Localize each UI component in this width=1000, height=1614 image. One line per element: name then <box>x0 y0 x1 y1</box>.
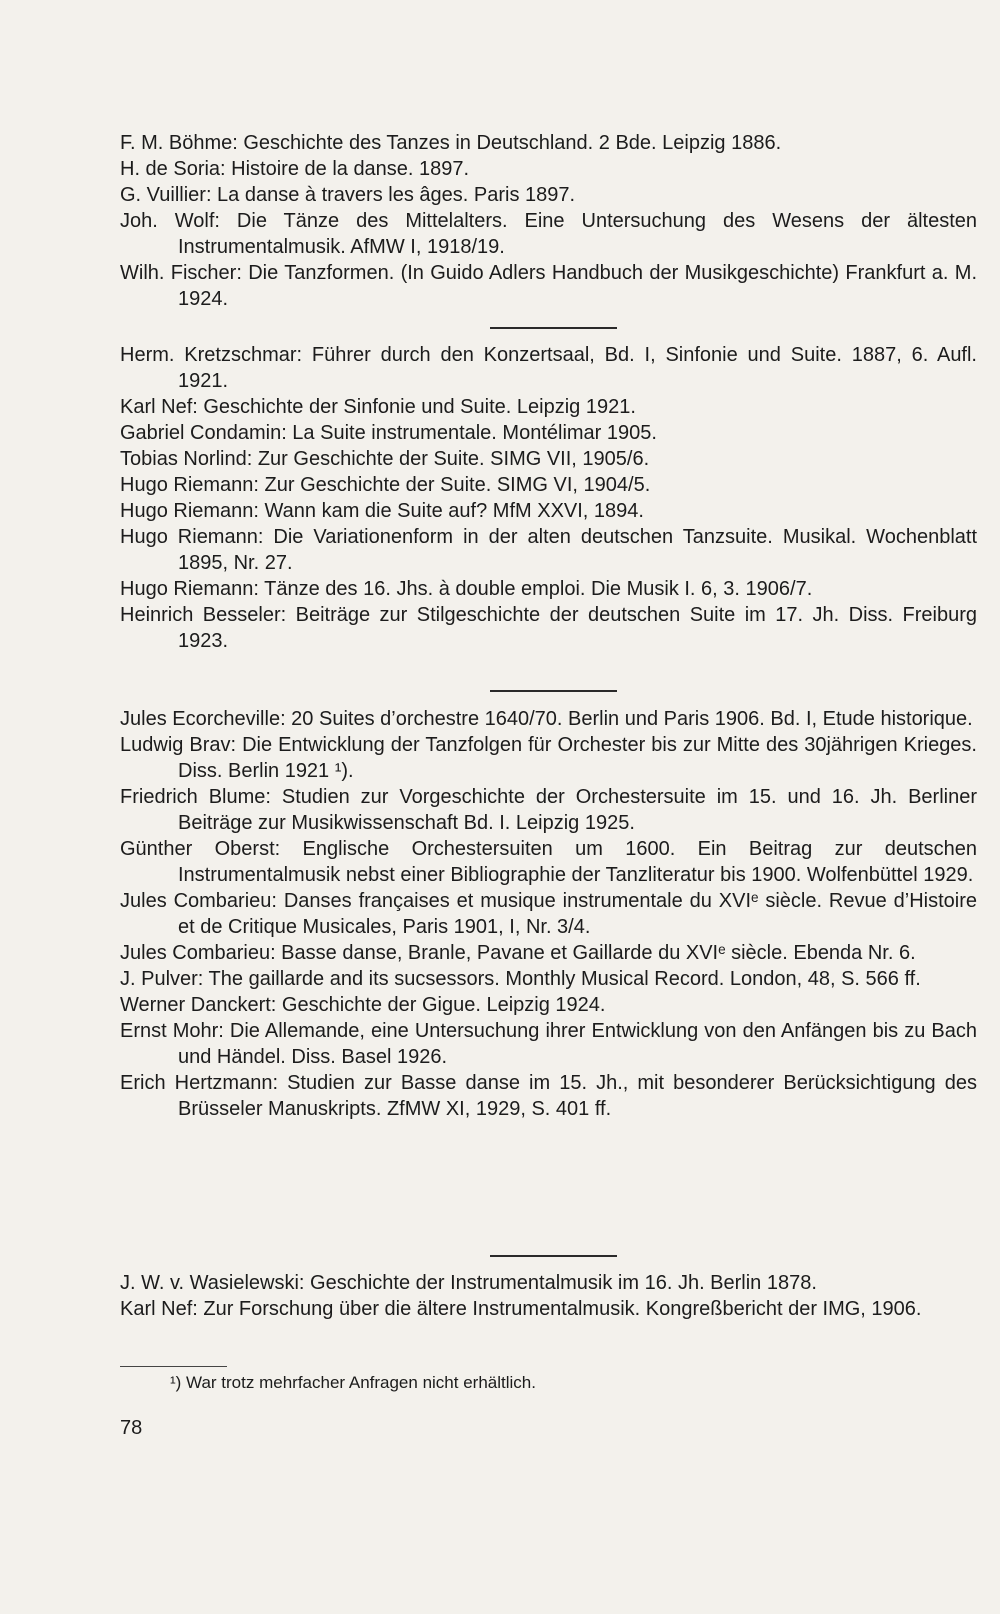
bibliography-entry: Jules Combarieu: Danses françaises et musique instrumentale du XVIᵉ siècle. Revue d’Histoire et de Critique Musicales, Paris 1901, I, Nr. 3/4. <box>120 890 977 938</box>
bibliography-section-suite <box>120 342 977 654</box>
bibliography-entry: Hugo Riemann: Wann kam die Suite auf? MfM XXVI, 1894. <box>120 500 644 522</box>
footnote: ¹) War trotz mehrfacher Anfragen nicht erhältlich. <box>170 1373 536 1392</box>
bibliography-entry: J. W. v. Wasielewski: Geschichte der Instrumentalmusik im 16. Jh. Berlin 1878. <box>120 1272 817 1294</box>
bibliography-entry: Ludwig Brav: Die Entwicklung der Tanzfolgen für Orchester bis zur Mitte des 30jährigen Krieges. Diss. Berlin 1921 ¹). <box>120 734 977 782</box>
bibliography-section-dance-history <box>120 130 977 312</box>
bibliography-entry: H. de Soria: Histoire de la danse. 1897. <box>120 158 470 180</box>
bibliography-entry: Karl Nef: Zur Forschung über die ältere Instrumentalmusik. Kongreßbericht der IMG, 1906. <box>120 1298 922 1320</box>
section-separator <box>490 690 617 692</box>
footnote-rule <box>120 1366 227 1367</box>
bibliography-entry: Wilh. Fischer: Die Tanzformen. (In Guido Adlers Handbuch der Musikgeschichte) Frankfurt a. M. 1924. <box>120 262 977 310</box>
bibliography-entry: F. M. Böhme: Geschichte des Tanzes in Deutschland. 2 Bde. Leipzig 1886. <box>120 132 782 154</box>
bibliography-section-instrumental-music <box>120 1270 977 1322</box>
bibliography-entry: Joh. Wolf: Die Tänze des Mittelalters. Eine Untersuchung des Wesens der ältesten Instrumentalmusik. AfMW I, 1918/19. <box>120 210 977 258</box>
bibliography-section-orchestral-suite <box>120 706 977 1122</box>
bibliography-entry: Jules Ecorcheville: 20 Suites d’orchestre 1640/70. Berlin und Paris 1906. Bd. I, Etude historique. <box>120 708 973 730</box>
bibliography-entry: Günther Oberst: Englische Orchestersuiten um 1600. Ein Beitrag zur deutschen Instrumentalmusik nebst einer Bibliographie der Tanzliteratur bis 1900. Wolfenbüttel 1929. <box>120 838 977 886</box>
bibliography-entry: Karl Nef: Geschichte der Sinfonie und Suite. Leipzig 1921. <box>120 396 636 418</box>
bibliography-entry: Werner Danckert: Geschichte der Gigue. Leipzig 1924. <box>120 994 606 1016</box>
bibliography-entry: Hugo Riemann: Die Variationenform in der alten deutschen Tanzsuite. Musikal. Wochenblatt 1895, Nr. 27. <box>120 526 977 574</box>
page-number: 78 <box>120 1417 143 1439</box>
bibliography-entry: Heinrich Besseler: Beiträge zur Stilgeschichte der deutschen Suite im 17. Jh. Diss. Freiburg 1923. <box>120 604 977 652</box>
bibliography-entry: Friedrich Blume: Studien zur Vorgeschichte der Orchestersuite im 15. und 16. Jh. Berliner Beiträge zur Musikwissenschaft Bd. I. Leipzig 1925. <box>120 786 977 834</box>
bibliography-entry: Hugo Riemann: Tänze des 16. Jhs. à double emploi. Die Musik I. 6, 3. 1906/7. <box>120 578 813 600</box>
section-separator <box>490 1255 617 1257</box>
bibliography-entry: Hugo Riemann: Zur Geschichte der Suite. SIMG VI, 1904/5. <box>120 474 651 496</box>
section-separator <box>490 327 617 329</box>
bibliography-entry: G. Vuillier: La danse à travers les âges. Paris 1897. <box>120 184 576 206</box>
bibliography-entry: Ernst Mohr: Die Allemande, eine Untersuchung ihrer Entwicklung von den Anfängen bis zu Bach und Händel. Diss. Basel 1926. <box>120 1020 977 1068</box>
bibliography-entry: J. Pulver: The gaillarde and its sucsessors. Monthly Musical Record. London, 48, S. 566 ff. <box>120 968 921 990</box>
bibliography-entry: Gabriel Condamin: La Suite instrumentale. Montélimar 1905. <box>120 422 657 444</box>
bibliography-entry: Jules Combarieu: Basse danse, Branle, Pavane et Gaillarde du XVIᵉ siècle. Ebenda Nr. 6. <box>120 942 916 964</box>
bibliography-entry: Herm. Kretzschmar: Führer durch den Konzertsaal, Bd. I, Sinfonie und Suite. 1887, 6. Aufl. 1921. <box>120 344 977 392</box>
bibliography-entry: Tobias Norlind: Zur Geschichte der Suite. SIMG VII, 1905/6. <box>120 448 650 470</box>
bibliography-entry: Erich Hertzmann: Studien zur Basse danse im 15. Jh., mit besonderer Berücksichtigung des Brüsseler Manuskripts. ZfMW XI, 1929, S. 401 ff. <box>120 1072 977 1120</box>
